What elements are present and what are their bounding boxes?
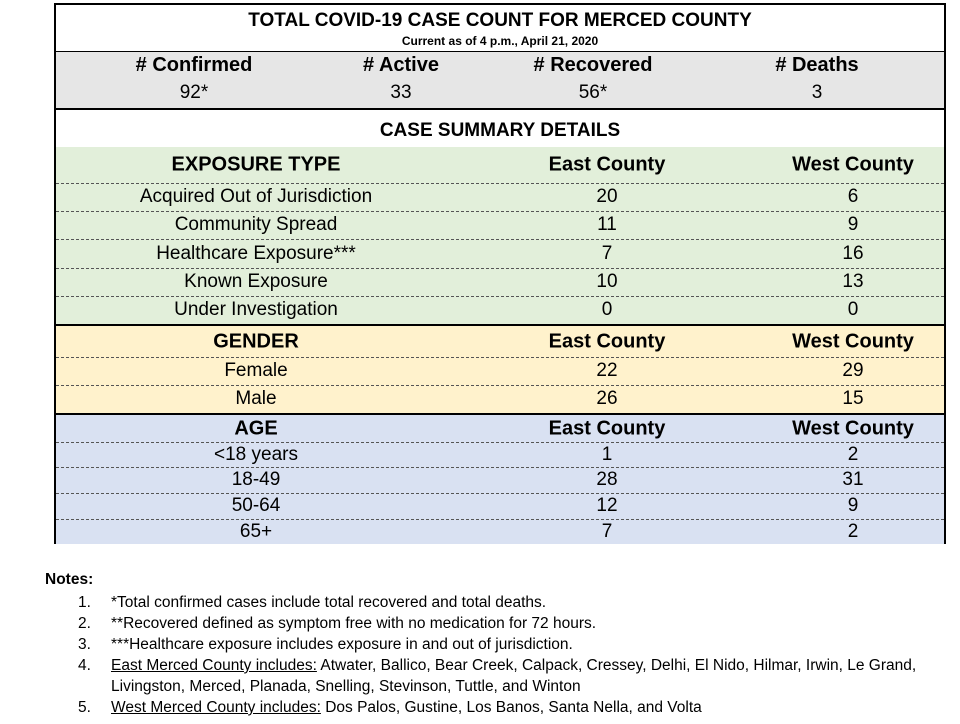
page-title: TOTAL COVID-19 CASE COUNT FOR MERCED COUNTY <box>248 10 752 31</box>
title-band <box>56 5 944 52</box>
notes-section <box>45 571 945 718</box>
table-row <box>56 519 944 544</box>
counts-band <box>56 52 944 110</box>
exposure-type-header: EXPOSURE TYPE <box>171 153 341 176</box>
east-value: 1 <box>601 443 613 465</box>
active-value: 33 <box>390 82 412 103</box>
east-county-header: East County <box>548 330 666 352</box>
note-text: **Recovered defined as symptom free with no medication for 72 hours. <box>111 615 597 632</box>
east-value: 7 <box>601 520 613 542</box>
east-value: 12 <box>596 495 618 516</box>
east-county-header: East County <box>548 153 666 176</box>
table-row <box>56 183 944 212</box>
east-value: 0 <box>601 299 613 320</box>
table-row <box>56 357 944 386</box>
summary-title: CASE SUMMARY DETAILS <box>379 120 621 141</box>
note-item <box>45 613 945 634</box>
gender-header: GENDER <box>213 330 299 352</box>
west-value: 15 <box>842 388 864 409</box>
deaths-value: 3 <box>811 82 823 103</box>
table-row <box>56 211 944 240</box>
west-value: 13 <box>842 271 864 292</box>
row-label: Acquired Out of Jurisdiction <box>139 186 373 207</box>
table-row <box>56 467 944 494</box>
east-county-header: East County <box>548 417 666 439</box>
east-value: 7 <box>601 242 613 264</box>
gender-header-row <box>56 326 944 358</box>
age-section <box>56 415 944 544</box>
west-value: 2 <box>847 443 859 465</box>
row-label: <18 years <box>214 443 298 465</box>
note-number: 5. <box>78 699 91 716</box>
west-value: 2 <box>847 520 859 542</box>
note-label: East Merced County includes: <box>111 657 317 674</box>
note-item <box>45 634 945 655</box>
west-value: 9 <box>847 214 859 235</box>
row-label: 50-64 <box>231 495 281 516</box>
note-item <box>45 697 945 718</box>
table-row <box>56 493 944 520</box>
case-count-table <box>54 3 946 544</box>
row-label: 65+ <box>239 520 273 542</box>
west-value: 16 <box>842 242 864 264</box>
recovered-value: 56* <box>578 82 608 103</box>
note-text: *Total confirmed cases include total recovered and total deaths. <box>111 594 547 611</box>
note-item <box>45 655 945 697</box>
confirmed-label: # Confirmed <box>135 54 253 76</box>
gender-section <box>56 326 944 415</box>
row-label: Under Investigation <box>174 299 338 320</box>
row-label: Known Exposure <box>184 271 328 292</box>
east-value: 22 <box>596 360 618 381</box>
recovered-label: # Recovered <box>533 54 653 76</box>
table-row <box>56 239 944 269</box>
note-number: 3. <box>78 636 91 653</box>
row-label: Female <box>224 360 288 381</box>
note-number: 1. <box>78 594 91 611</box>
exposure-section <box>56 147 944 326</box>
east-value: 20 <box>596 186 618 207</box>
east-value: 10 <box>596 271 618 292</box>
west-value: 0 <box>847 299 859 320</box>
age-header: AGE <box>234 417 278 439</box>
note-text: Atwater, Ballico, Bear Creek, Calpack, Cressey, Delhi, El Nido, Hilmar, Irwin, Le Grand, Livingston, Merced, Planada, Snelling, Stevinson, Tuttle, and Winton <box>111 657 917 695</box>
page-subtitle: Current as of 4 p.m., April 21, 2020 <box>401 34 599 48</box>
table-row <box>56 385 944 413</box>
note-number: 4. <box>78 657 91 674</box>
west-value: 31 <box>842 469 864 490</box>
confirmed-value: 92* <box>179 82 209 103</box>
east-value: 26 <box>596 388 618 409</box>
east-value: 11 <box>597 214 617 235</box>
west-county-header: West County <box>792 330 914 352</box>
west-value: 6 <box>847 186 859 207</box>
notes-title: Notes: <box>45 571 94 588</box>
row-label: Healthcare Exposure*** <box>156 242 356 264</box>
active-label: # Active <box>363 54 439 76</box>
deaths-label: # Deaths <box>775 54 859 76</box>
west-county-header: West County <box>792 153 914 176</box>
row-label: Male <box>235 388 277 409</box>
age-header-row <box>56 415 944 443</box>
note-label: West Merced County includes: <box>111 699 321 716</box>
table-row <box>56 442 944 468</box>
note-item <box>45 592 945 613</box>
west-value: 29 <box>842 360 864 381</box>
row-label: Community Spread <box>174 214 338 235</box>
west-value: 9 <box>847 495 859 516</box>
note-text: ***Healthcare exposure includes exposure in and out of jurisdiction. <box>111 636 573 653</box>
west-county-header: West County <box>792 417 914 439</box>
exposure-header-row <box>56 147 944 184</box>
note-number: 2. <box>78 615 91 632</box>
row-label: 18-49 <box>231 469 281 490</box>
note-text: Dos Palos, Gustine, Los Banos, Santa Nella, and Volta <box>320 699 702 716</box>
table-row <box>56 296 944 324</box>
east-value: 28 <box>596 469 618 490</box>
summary-band <box>56 110 944 147</box>
table-row <box>56 268 944 297</box>
